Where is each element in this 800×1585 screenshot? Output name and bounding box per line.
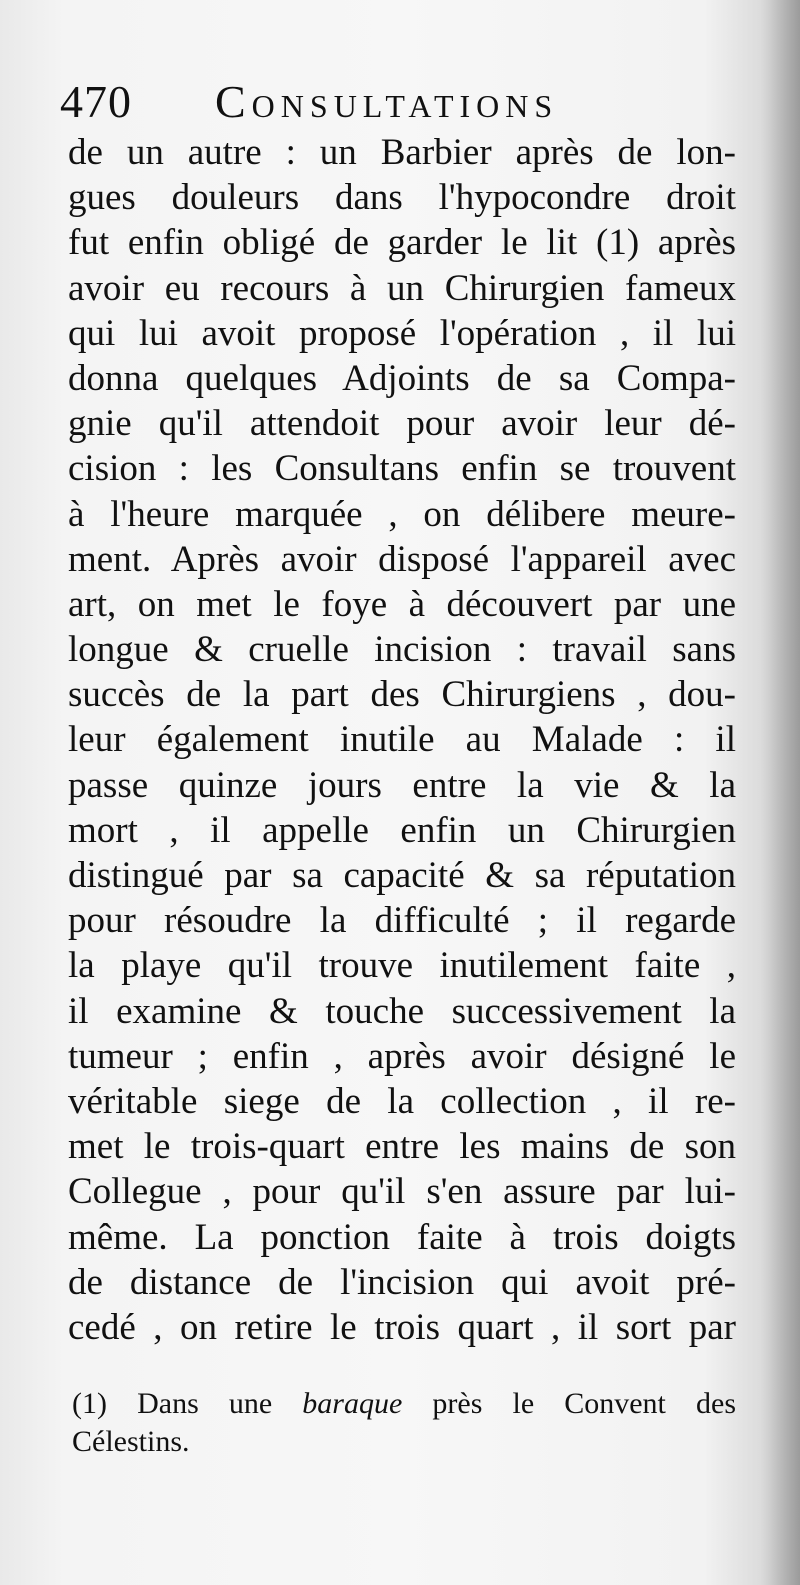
text-line: il examine & touche successivement la <box>68 990 736 1032</box>
page-header <box>60 72 740 132</box>
text-line: pour résoudre la difficulté ; il regarde <box>68 900 736 942</box>
footnote-marker: (1) <box>72 1387 107 1420</box>
text-line: la playe qu'il trouve inutilement faite , <box>68 945 736 987</box>
text-line: art, on met le foye à découvert par une <box>68 583 736 625</box>
footnote <box>72 1385 736 1461</box>
footnote-text: près le Convent des <box>432 1387 736 1420</box>
footnote-line <box>72 1385 736 1423</box>
text-line: gues douleurs dans l'hypocondre droit <box>68 177 736 219</box>
text-line: Collegue , pour qu'il s'en assure par lui- <box>68 1171 736 1213</box>
text-line: fut enfin obligé de garder le lit (1) après <box>68 222 736 264</box>
page-edge-shadow <box>760 0 800 1585</box>
text-line: cedé , on retire le trois quart , il sort par <box>68 1306 736 1348</box>
text-line: même. La ponction faite à trois doigts <box>68 1216 736 1258</box>
text-line: mort , il appelle enfin un Chirurgien <box>68 809 736 851</box>
footnote-italic-word: baraque <box>302 1387 403 1420</box>
text-line: donna quelques Adjoints de sa Compa- <box>68 357 736 399</box>
text-line: avoir eu recours à un Chirurgien fameux <box>68 267 736 309</box>
text-line: longue & cruelle incision : travail sans <box>68 629 736 671</box>
footnote-text: Dans une <box>137 1387 273 1420</box>
text-line: ment. Après avoir disposé l'appareil avec <box>68 538 736 580</box>
text-line: passe quinze jours entre la vie & la <box>68 764 736 806</box>
text-line: met le trois-quart entre les mains de son <box>68 1126 736 1168</box>
footnote-line <box>72 1423 736 1461</box>
running-head: Consultations <box>215 76 559 127</box>
page-number: 470 <box>60 76 132 127</box>
text-line: tumeur ; enfin , après avoir désigné le <box>68 1035 736 1077</box>
text-line: gnie qu'il attendoit pour avoir leur dé- <box>68 403 736 445</box>
text-line: véritable siege de la collection , il re- <box>68 1080 736 1122</box>
text-line: de distance de l'incision qui avoit pré- <box>68 1261 736 1303</box>
text-line: de un autre : un Barbier après de lon- <box>68 132 736 173</box>
body-text <box>68 130 736 1350</box>
text-line: distingué par sa capacité & sa réputation <box>68 855 736 896</box>
text-line: qui lui avoit proposé l'opération , il lui <box>68 312 736 354</box>
text-line: cision : les Consultans enfin se trouvent <box>68 448 736 490</box>
footnote-text: Célestins. <box>72 1425 190 1458</box>
text-line: leur également inutile au Malade : il <box>68 719 736 761</box>
text-line: succès de la part des Chirurgiens , dou- <box>68 674 736 716</box>
text-line: à l'heure marquée , on délibere meure- <box>68 493 736 535</box>
